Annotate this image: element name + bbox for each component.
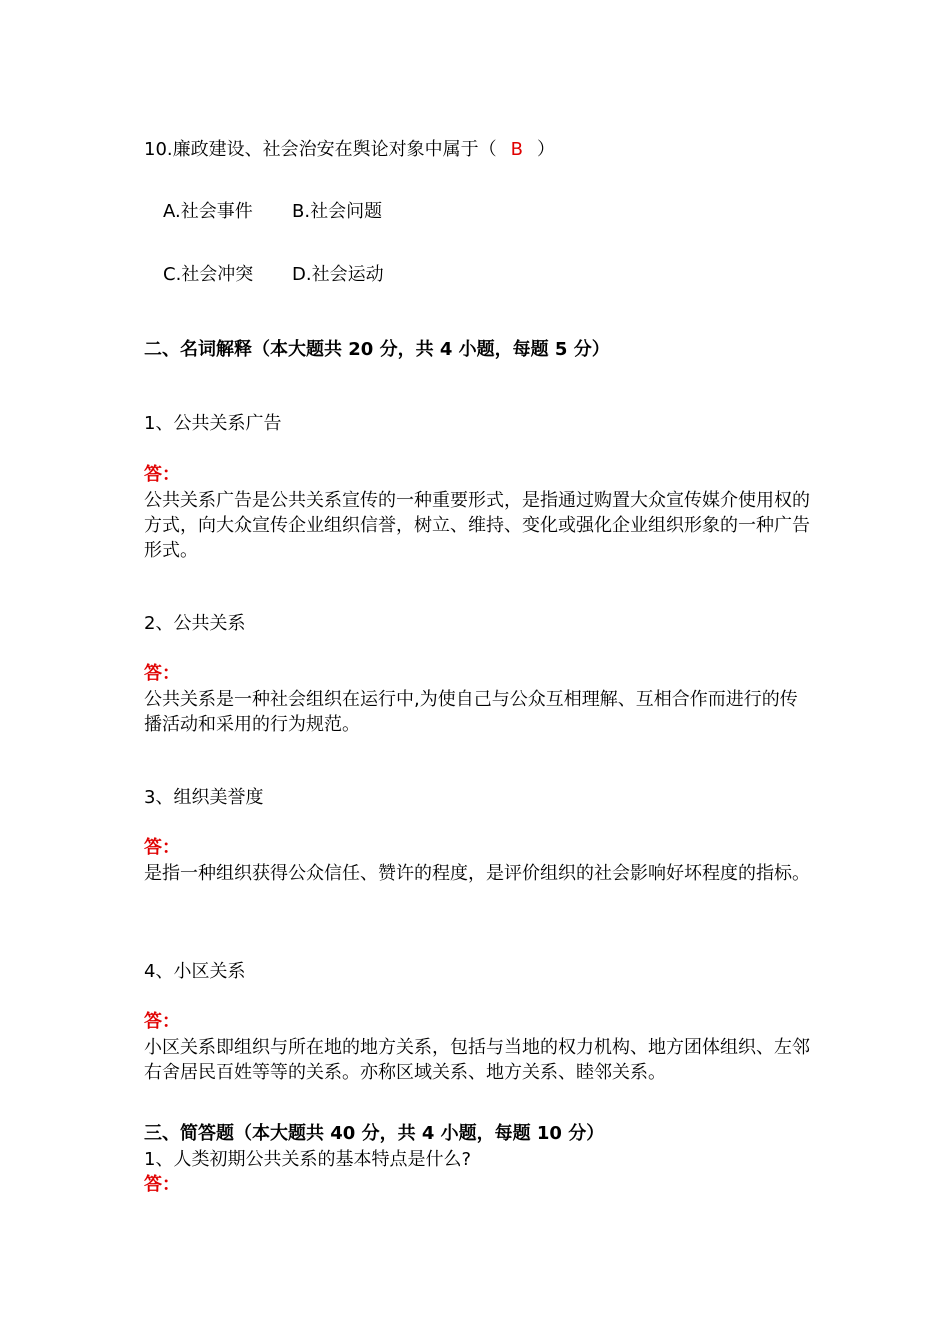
answer-text-3: 是指一种组织获得公众信任、赞许的程度，是评价组织的社会影响好坏程度的指标。 xyxy=(144,863,810,884)
answer-label-3: 答： xyxy=(144,837,180,858)
section3-title: 三、简答题（本大题共 40 分，共 4 小题，每题 10 分） xyxy=(144,1123,605,1144)
section3-question-1: 1、人类初期公共关系的基本特点是什么? xyxy=(144,1149,472,1170)
term-2: 2、公共关系 xyxy=(144,613,246,634)
option-a: A.社会事件 xyxy=(163,201,253,222)
answer-text-4: 小区关系即组织与所在地的地方关系，包括与当地的权力机构、地方团体组织、左邻右舍居民百姓等等的关系。亦称区域关系、地方关系、睦邻关系。 xyxy=(144,1037,810,1083)
option-d: D.社会运动 xyxy=(292,264,384,285)
term-4: 4、小区关系 xyxy=(144,961,246,982)
section3-answer-label: 答： xyxy=(144,1174,180,1195)
answer-text-1: 公共关系广告是公共关系宣传的一种重要形式，是指通过购置大众宣传媒介使用权的方式，向大众宣传企业组织信誉，树立、维持、变化或强化企业组织形象的一种广告形式。 xyxy=(144,490,810,561)
term-3: 3、组织美誉度 xyxy=(144,787,264,808)
term-1: 1、公共关系广告 xyxy=(144,413,282,434)
answer-label-4: 答： xyxy=(144,1011,180,1032)
question-10-answer: B xyxy=(510,139,523,160)
question-10-stem: 10.廉政建设、社会治安在舆论对象中属于（ xyxy=(144,139,497,160)
option-b: B.社会问题 xyxy=(292,201,383,222)
question-10 xyxy=(144,138,555,162)
question-10-close: ） xyxy=(536,139,555,160)
answer-label-2: 答： xyxy=(144,663,180,684)
answer-label-1: 答： xyxy=(144,464,180,485)
option-c: C.社会冲突 xyxy=(163,264,254,285)
section2-title: 二、名词解释（本大题共 20 分，共 4 小题，每题 5 分） xyxy=(144,339,610,360)
answer-text-2: 公共关系是一种社会组织在运行中,为使自己与公众互相理解、互相合作而进行的传播活动和采用的行为规范。 xyxy=(144,689,798,735)
